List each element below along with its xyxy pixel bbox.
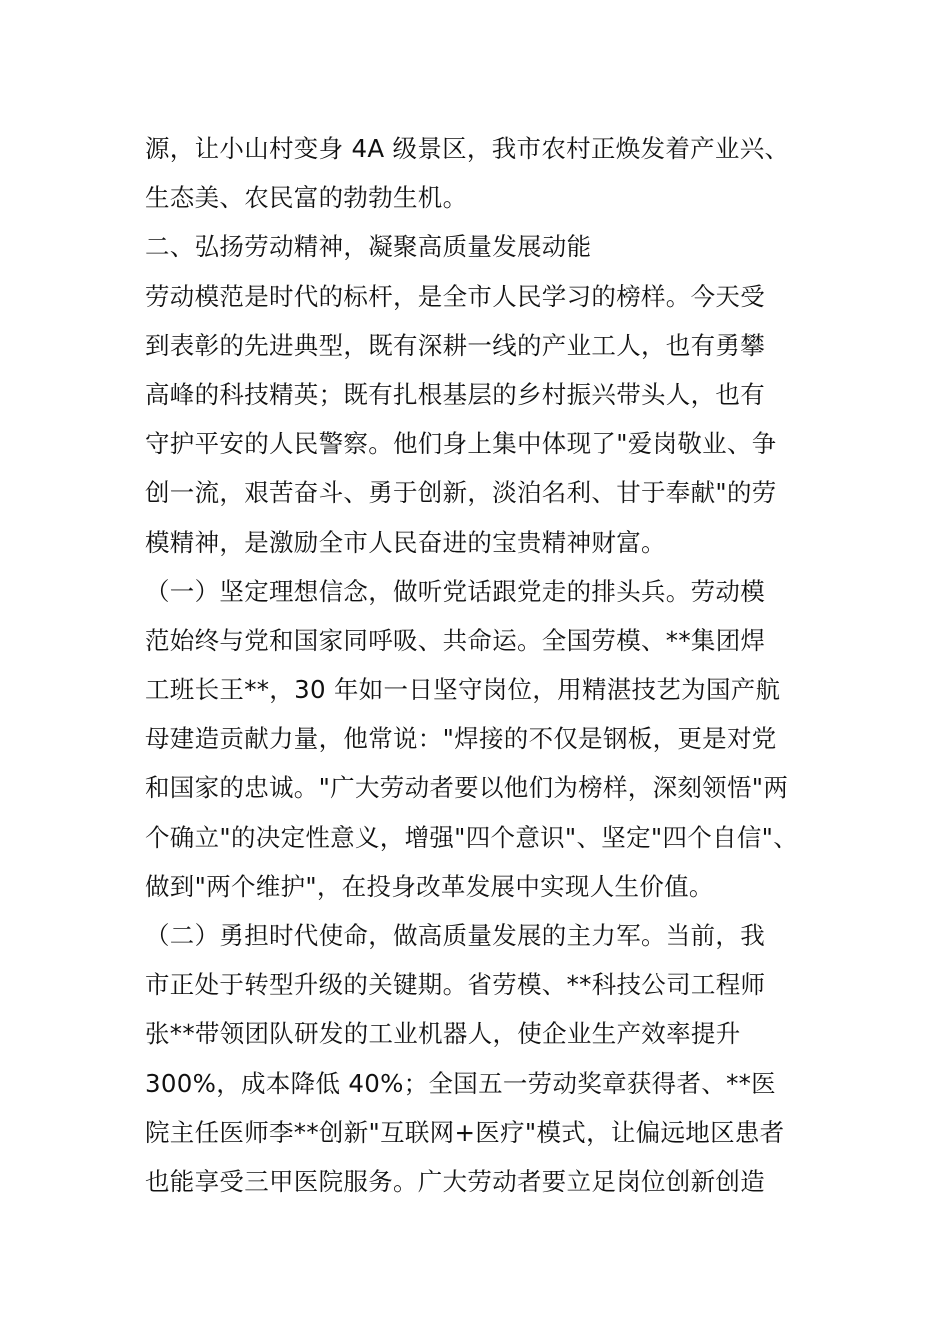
- text-line: 300%，成本降低 40%；全国五一劳动奖章获得者、**医: [145, 1068, 776, 1098]
- text-line: 工班长王**，30 年如一日坚守岗位，用精湛技艺为国产航: [145, 675, 781, 705]
- document-body: [145, 124, 815, 1206]
- text-line: 和国家的忠诚。"广大劳动者要以他们为榜样，深刻领悟"两: [145, 773, 789, 803]
- text-line: 高峰的科技精英；既有扎根基层的乡村振兴带头人，也有: [145, 379, 765, 409]
- text-line: 创一流，艰苦奋斗、勇于创新，淡泊名利、甘于奉献"的劳: [145, 478, 777, 508]
- text-line: 市正处于转型升级的关键期。省劳模、**科技公司工程师: [145, 970, 766, 1000]
- text-line: 劳动模范是时代的标杆，是全市人民学习的榜样。今天受: [145, 281, 765, 311]
- text-line: 也能享受三甲医院服务。广大劳动者要立足岗位创新创造: [145, 1166, 765, 1196]
- subsection-heading: （二）勇担时代使命，做高质量发展的主力军。当前，我: [145, 921, 765, 950]
- text-line: 范始终与党和国家同呼吸、共命运。全国劳模、**集团焊: [145, 625, 766, 655]
- subsection-heading: （一）坚定理想信念，做听党话跟党走的排头兵。劳动模: [145, 576, 765, 606]
- text-line: 做到"两个维护"，在投身改革发展中实现人生价值。: [145, 871, 714, 901]
- text-line: 到表彰的先进典型，既有深耕一线的产业工人，也有勇攀: [145, 330, 765, 360]
- text-line: 守护平安的人民警察。他们身上集中体现了"爱岗敬业、争: [145, 429, 777, 459]
- text-line: 模精神，是激励全市人民奋进的宝贵精神财富。: [145, 527, 666, 557]
- section-heading: 二、弘扬劳动精神，凝聚高质量发展动能: [145, 232, 592, 262]
- text-line: 张**带领团队研发的工业机器人，使企业生产效率提升: [145, 1019, 741, 1049]
- text-line: 个确立"的决定性意义，增强"四个意识"、坚定"四个自信"、: [145, 822, 799, 852]
- text-line: 生态美、农民富的勃勃生机。: [145, 183, 468, 213]
- text-line: 母建造贡献力量，他常说："焊接的不仅是钢板，更是对党: [145, 724, 777, 754]
- text-line: 源，让小山村变身 4A 级景区，我市农村正焕发着产业兴、: [145, 134, 790, 163]
- text-line: 院主任医师李**创新"互联网+医疗"模式，让偏远地区患者: [145, 1117, 785, 1147]
